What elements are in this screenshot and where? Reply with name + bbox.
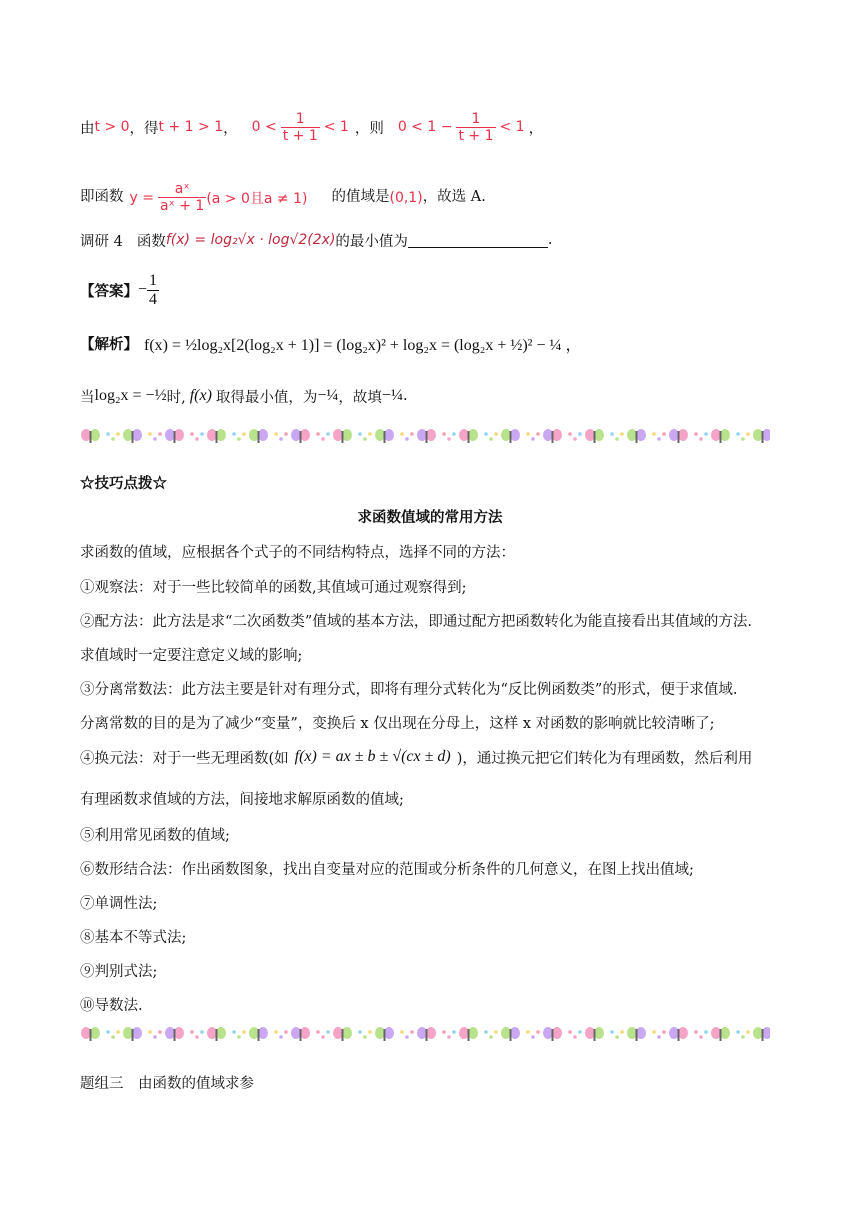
butterfly-icon <box>375 429 394 443</box>
dot-icon <box>662 432 666 436</box>
butterfly-icon <box>711 429 730 443</box>
group-3-title: 题组三 由函数的值域求参 <box>80 1076 254 1092</box>
dot-icon <box>531 437 535 441</box>
decorative-butterfly-border <box>80 1024 770 1046</box>
dot-icon <box>284 432 288 436</box>
butterfly-icon <box>417 429 436 443</box>
inequality-t-plus-one: t + 1 > 1 <box>158 119 224 135</box>
dot-icon <box>447 437 451 441</box>
dot-icon <box>657 437 661 441</box>
inequality-2-right: < 1 <box>323 119 349 135</box>
analysis-label: 【解析】 <box>80 335 138 353</box>
dot-icon <box>489 437 493 441</box>
text-dang: 当 <box>80 389 95 406</box>
dot-icon <box>620 1030 624 1034</box>
question-label: 调研 4 <box>80 233 123 250</box>
dot-icon <box>536 1030 540 1034</box>
dot-icon <box>452 1030 456 1034</box>
analysis-line-2 <box>80 376 408 416</box>
dot-icon <box>489 1035 493 1039</box>
butterfly-icon <box>333 429 352 443</box>
dot-icon <box>148 432 152 436</box>
dot-icon <box>746 1030 750 1034</box>
dot-icon <box>326 1030 330 1034</box>
method-9: ⑨判别式法; <box>80 964 158 980</box>
dot-icon <box>158 1030 162 1034</box>
dot-icon <box>699 1035 703 1039</box>
butterfly-icon <box>627 1027 646 1041</box>
dot-icon <box>358 432 362 436</box>
method-2-line-1: ②配方法：此方法是求“二次函数类”值域的基本方法，即通过配方把函数转化为能直接看出其值域的方法. <box>80 614 752 630</box>
method-4-text-2: )，通过换元把它们转化为有理函数，然后利用 <box>456 750 753 767</box>
dot-icon <box>526 1030 530 1034</box>
dot-icon <box>106 432 110 436</box>
text-ze: ，则 <box>354 120 384 137</box>
butterfly-icon <box>543 1027 562 1041</box>
dot-icon <box>526 432 530 436</box>
fraction-1-over-t-plus-1-b <box>456 111 495 144</box>
condition-log: log₂x = −½ <box>94 387 167 404</box>
butterfly-icon <box>669 429 688 443</box>
method-6: ⑥数形结合法：作出函数图象，找出自变量对应的范围或分析条件的几何意义，在图上找出值域; <box>80 862 694 878</box>
question-end: . <box>547 232 553 248</box>
butterfly-icon <box>333 1027 352 1041</box>
dot-icon <box>536 432 540 436</box>
range-value: (0,1) <box>389 190 423 206</box>
dot-icon <box>237 1035 241 1039</box>
method-7: ⑦单调性法; <box>80 896 158 912</box>
dot-icon <box>116 432 120 436</box>
dot-icon <box>274 1030 278 1034</box>
tips-heading: 求函数值域的常用方法 <box>357 509 503 526</box>
text-you: 由 <box>80 120 95 137</box>
text-comma: ， <box>223 120 238 137</box>
butterfly-icon <box>585 1027 604 1041</box>
text-min-value: 取得最小值，为 <box>215 389 318 406</box>
dot-icon <box>190 1030 194 1034</box>
dot-icon <box>447 1035 451 1039</box>
butterfly-icon <box>669 1027 688 1041</box>
solution-line-2 <box>80 158 486 214</box>
solution-line-1 <box>80 102 543 152</box>
dot-icon <box>363 1035 367 1039</box>
fraction-denominator: t + 1 <box>282 127 318 144</box>
butterfly-icon <box>585 429 604 443</box>
method-3-line-2: 分离常数的目的是为了减少“变量”，变换后 x 仅出现在分母上，这样 x 对函数的影响就比较清晰了; <box>80 716 715 732</box>
method-10: ⑩导数法. <box>80 998 143 1014</box>
text-fill: ，故填 <box>338 389 382 406</box>
dot-icon <box>111 437 115 441</box>
butterfly-border-graphic <box>80 426 770 448</box>
dot-icon <box>494 432 498 436</box>
dot-icon <box>657 1035 661 1039</box>
function-y-equals <box>130 181 308 214</box>
dot-icon <box>321 437 325 441</box>
inequality-2-left: 0 < <box>251 119 277 135</box>
butterfly-icon <box>207 1027 226 1041</box>
analysis-line-1 <box>80 320 582 366</box>
dot-icon <box>494 1030 498 1034</box>
dot-icon <box>358 1030 362 1034</box>
dot-icon <box>736 432 740 436</box>
dot-icon <box>153 1035 157 1039</box>
fraction-numerator: 1 <box>295 110 305 127</box>
dot-icon <box>410 1030 414 1034</box>
dot-icon <box>405 437 409 441</box>
dot-icon <box>237 437 241 441</box>
dot-icon <box>232 432 236 436</box>
dot-icon <box>578 432 582 436</box>
tips-title: ☆技巧点拨☆ <box>80 475 167 492</box>
butterfly-icon <box>501 429 520 443</box>
question-formula: f(x) = log₂√x · log√2(2x) <box>165 232 336 248</box>
dot-icon <box>531 1035 535 1039</box>
butterfly-icon <box>123 1027 142 1041</box>
dot-icon <box>368 432 372 436</box>
method-4-text-1: ④换元法：对于一些无理函数(如 <box>80 750 289 767</box>
dot-icon <box>316 432 320 436</box>
condition-a: (a > 0且a ≠ 1) <box>206 190 308 207</box>
method-8: ⑧基本不等式法; <box>80 930 187 946</box>
dot-icon <box>232 1030 236 1034</box>
dot-icon <box>704 1030 708 1034</box>
inequality-3-right: < 1 <box>499 119 525 135</box>
method-2-line-2: 求值域时一定要注意定义域的影响; <box>80 648 303 664</box>
dot-icon <box>274 432 278 436</box>
dot-icon <box>652 432 656 436</box>
fraction-numerator: aˣ <box>174 181 190 197</box>
dot-icon <box>442 1030 446 1034</box>
butterfly-icon <box>207 429 226 443</box>
dot-icon <box>410 432 414 436</box>
butterfly-icon <box>711 1027 730 1041</box>
dot-icon <box>578 1030 582 1034</box>
dot-icon <box>326 432 330 436</box>
text-ji-hanshu: 即函数 <box>80 189 124 205</box>
butterfly-icon <box>753 1027 770 1041</box>
butterfly-icon <box>375 1027 394 1041</box>
dot-icon <box>158 432 162 436</box>
dot-icon <box>484 1030 488 1034</box>
butterfly-icon <box>543 429 562 443</box>
fraction-denominator: aˣ + 1 <box>159 198 205 214</box>
text-choose-a: ，故选 A. <box>422 189 486 205</box>
dot-icon <box>699 437 703 441</box>
fill-value: −¼ <box>381 387 403 404</box>
function-fx: f(x) <box>189 387 212 404</box>
dot-icon <box>195 1035 199 1039</box>
dot-icon <box>746 432 750 436</box>
dot-icon <box>573 1035 577 1039</box>
dot-icon <box>195 437 199 441</box>
min-value: −¼ <box>317 387 339 404</box>
butterfly-icon <box>291 1027 310 1041</box>
dot-icon <box>694 432 698 436</box>
dot-icon <box>284 1030 288 1034</box>
method-3-line-1: ③分离常数法：此方法主要是针对有理分式，即将有理分式转化为“反比例函数类”的形式，便于求值域. <box>80 682 738 698</box>
butterfly-icon <box>291 429 310 443</box>
text-shi: 时, <box>166 389 186 406</box>
dot-icon <box>573 437 577 441</box>
butterfly-icon <box>165 1027 184 1041</box>
dot-icon <box>400 1030 404 1034</box>
question-text-2: 的最小值为 <box>335 233 408 250</box>
method-1: ①观察法：对于一些比较简单的函数,其值域可通过观察得到; <box>80 580 467 596</box>
fraction-denominator: 4 <box>149 290 158 308</box>
method-4-line-2: 有理函数求值域的方法，间接地求解原函数的值域; <box>80 792 404 808</box>
dot-icon <box>279 1035 283 1039</box>
text-range-is: 的值域是 <box>331 189 390 205</box>
answer-blank <box>408 233 548 248</box>
answer-fraction <box>147 272 159 309</box>
dot-icon <box>190 432 194 436</box>
dot-icon <box>111 1035 115 1039</box>
fraction-1-over-t-plus-1 <box>281 111 320 144</box>
dot-icon <box>694 1030 698 1034</box>
butterfly-icon <box>753 429 770 443</box>
tips-intro: 求函数的值域，应根据各个式子的不同结构特点，选择不同的方法： <box>80 545 515 561</box>
butterfly-icon <box>123 429 142 443</box>
dot-icon <box>452 432 456 436</box>
butterfly-icon <box>627 429 646 443</box>
dot-icon <box>363 437 367 441</box>
dot-icon <box>200 1030 204 1034</box>
decorative-butterfly-border <box>80 426 770 448</box>
butterfly-icon <box>249 1027 268 1041</box>
dot-icon <box>568 1030 572 1034</box>
dot-icon <box>279 437 283 441</box>
answer-line <box>80 268 159 312</box>
dot-icon <box>106 1030 110 1034</box>
fraction-ax-over-ax-plus-1 <box>158 181 206 214</box>
dot-icon <box>153 437 157 441</box>
fraction-denominator: t + 1 <box>458 127 494 144</box>
dot-icon <box>615 437 619 441</box>
butterfly-icon <box>165 429 184 443</box>
dot-icon <box>662 1030 666 1034</box>
y-equals: y = <box>129 189 154 206</box>
analysis-equation: f(x) = ½log₂x[2(log₂x + 1)] = (log₂x)² + log₂x = (log₂x + ½)² − ¼ ， <box>144 336 582 354</box>
dot-icon <box>652 1030 656 1034</box>
answer-label: 【答案】 <box>80 282 138 300</box>
dot-icon <box>610 432 614 436</box>
dot-icon <box>148 1030 152 1034</box>
fraction-numerator: 1 <box>149 271 158 289</box>
dot-icon <box>442 432 446 436</box>
dot-icon <box>368 1030 372 1034</box>
butterfly-icon <box>459 429 478 443</box>
dot-icon <box>741 437 745 441</box>
dot-icon <box>321 1035 325 1039</box>
butterfly-icon <box>459 1027 478 1041</box>
question-text-1: 函数 <box>136 233 166 250</box>
dot-icon <box>316 1030 320 1034</box>
dot-icon <box>400 432 404 436</box>
dot-icon <box>736 1030 740 1034</box>
butterfly-border-graphic <box>80 1024 770 1046</box>
text-period: . <box>402 388 408 404</box>
dot-icon <box>405 1035 409 1039</box>
question-4 <box>80 228 553 252</box>
dot-icon <box>242 432 246 436</box>
method-5: ⑤利用常见函数的值域; <box>80 828 230 844</box>
text-de: ，得 <box>129 120 159 137</box>
dot-icon <box>620 432 624 436</box>
dot-icon <box>242 1030 246 1034</box>
dot-icon <box>610 1030 614 1034</box>
dot-icon <box>484 432 488 436</box>
dot-icon <box>568 432 572 436</box>
butterfly-icon <box>249 429 268 443</box>
text-comma-end: ， <box>528 120 544 137</box>
dot-icon <box>200 432 204 436</box>
fraction-numerator: 1 <box>471 110 481 127</box>
dot-icon <box>741 1035 745 1039</box>
dot-icon <box>615 1035 619 1039</box>
method-4-line-1 <box>80 742 752 772</box>
butterfly-icon <box>81 1027 100 1041</box>
butterfly-icon <box>501 1027 520 1041</box>
condition-t-positive: t > 0 <box>94 119 130 135</box>
dot-icon <box>116 1030 120 1034</box>
dot-icon <box>704 432 708 436</box>
butterfly-icon <box>417 1027 436 1041</box>
inequality-3-left: 0 < 1 − <box>397 119 453 135</box>
answer-sign: − <box>138 281 148 298</box>
method-4-formula: f(x) = ax ± b ± √(cx ± d) <box>294 748 451 765</box>
butterfly-icon <box>81 429 100 443</box>
